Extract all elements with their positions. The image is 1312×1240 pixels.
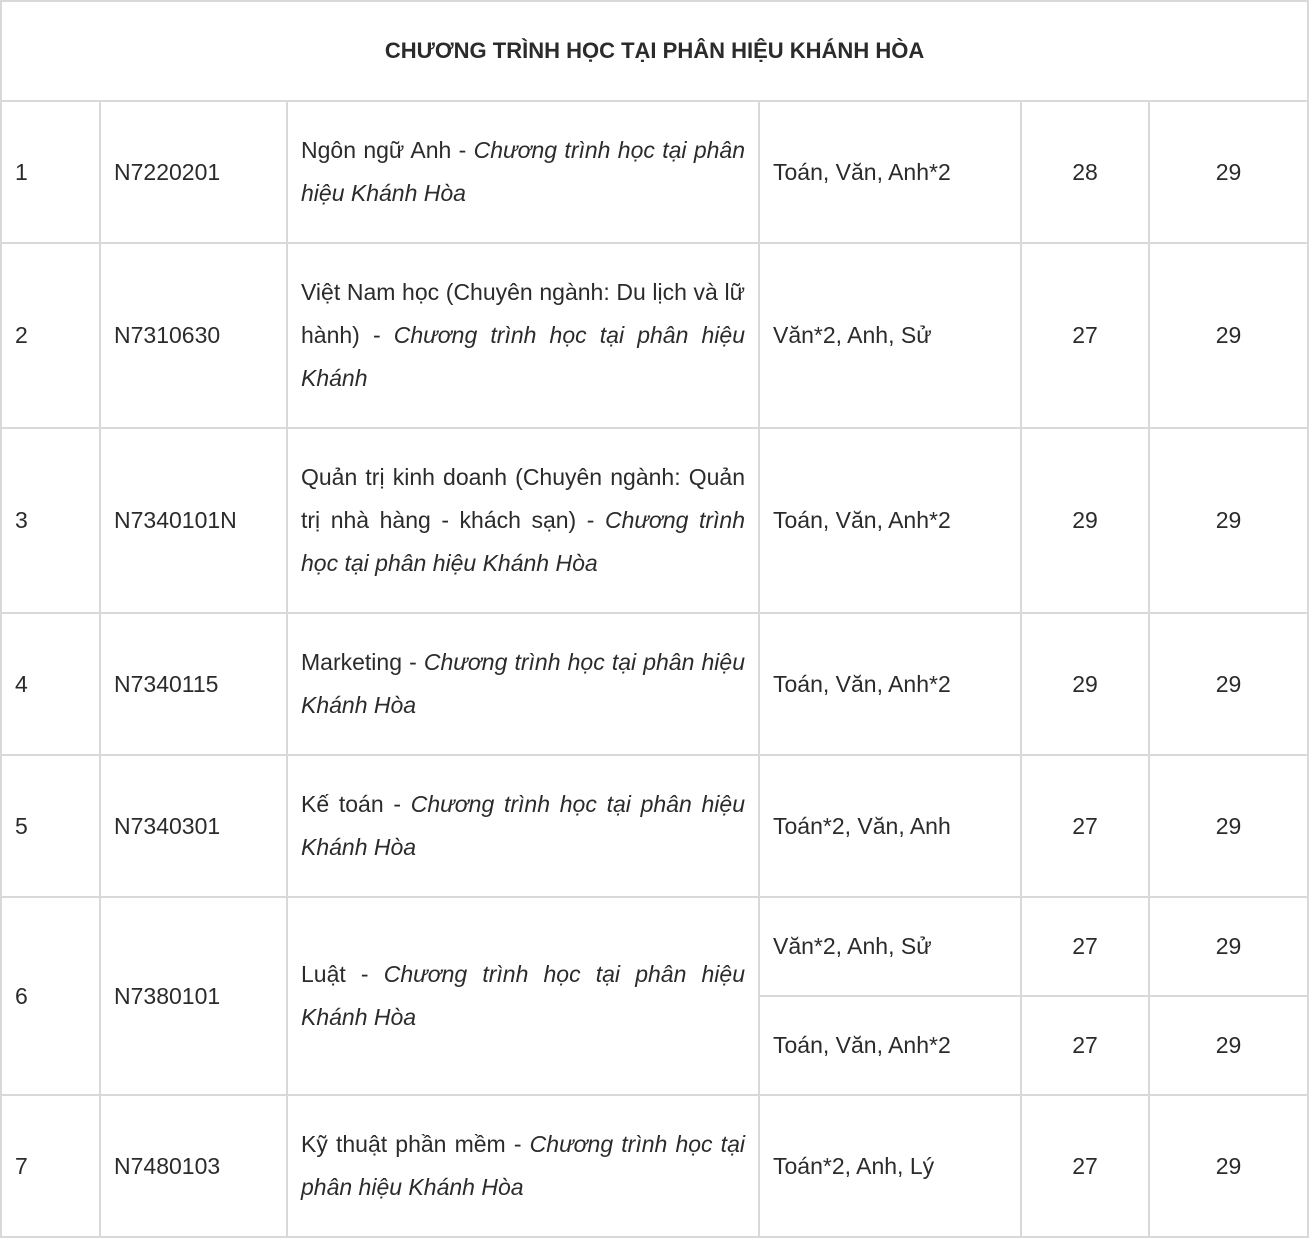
subject-combination: Toán*2, Anh, Lý xyxy=(759,1095,1021,1237)
program-name xyxy=(287,101,759,243)
program-name-main: Marketing - xyxy=(301,649,424,675)
program-name-campus-note: Chương trình học tại phân hiệu Khánh Hòa xyxy=(301,649,745,718)
program-name-campus-note: Chương trình học tại phân hiệu Khánh xyxy=(301,322,746,391)
program-code: N7380101 xyxy=(100,897,287,1095)
program-name-main: Ngôn ngữ Anh - xyxy=(301,137,474,163)
score-column-1: 29 xyxy=(1021,613,1149,755)
score-column-2: 29 xyxy=(1149,996,1308,1095)
program-name-main: Quản trị kinh doanh (Chuyên ngành: Quản trị nhà hàng - khách sạn) - xyxy=(301,464,745,533)
program-name xyxy=(287,897,759,1095)
program-name-campus-note: Chương trình học tại phân hiệu Khánh Hòa xyxy=(301,507,745,576)
score-column-1: 27 xyxy=(1021,897,1149,996)
table-row xyxy=(1,101,1308,243)
subject-combination: Toán, Văn, Anh*2 xyxy=(759,101,1021,243)
score-column-1: 27 xyxy=(1021,996,1149,1095)
program-name-main: Kế toán - xyxy=(301,791,411,817)
program-name-main: Việt Nam học (Chuyên ngành: Du lịch và lữ hành) - xyxy=(301,279,745,348)
table-row xyxy=(1,613,1308,755)
score-column-2: 29 xyxy=(1149,428,1308,613)
score-column-2: 29 xyxy=(1149,755,1308,897)
program-code: N7340101N xyxy=(100,428,287,613)
score-column-1: 27 xyxy=(1021,243,1149,428)
row-number: 1 xyxy=(1,101,100,243)
score-column-2: 29 xyxy=(1149,101,1308,243)
score-column-2: 29 xyxy=(1149,243,1308,428)
table-row xyxy=(1,1095,1308,1237)
row-number: 5 xyxy=(1,755,100,897)
score-column-2: 29 xyxy=(1149,897,1308,996)
subject-combination: Toán*2, Văn, Anh xyxy=(759,755,1021,897)
score-column-1: 29 xyxy=(1021,428,1149,613)
program-code: N7310630 xyxy=(100,243,287,428)
subject-combination: Toán, Văn, Anh*2 xyxy=(759,428,1021,613)
subject-combination: Văn*2, Anh, Sử xyxy=(759,243,1021,428)
program-name-campus-note: Chương trình học tại phân hiệu Khánh Hòa xyxy=(301,137,745,206)
score-column-1: 28 xyxy=(1021,101,1149,243)
program-name-campus-note: Chương trình học tại phân hiệu Khánh Hòa xyxy=(301,961,745,1030)
row-number: 2 xyxy=(1,243,100,428)
program-code: N7220201 xyxy=(100,101,287,243)
subject-combination: Văn*2, Anh, Sử xyxy=(759,897,1021,996)
score-column-2: 29 xyxy=(1149,613,1308,755)
row-number: 7 xyxy=(1,1095,100,1237)
program-name-main: Kỹ thuật phần mềm - xyxy=(301,1131,530,1157)
score-column-1: 27 xyxy=(1021,755,1149,897)
table-row xyxy=(1,243,1308,428)
table-title: CHƯƠNG TRÌNH HỌC TẠI PHÂN HIỆU KHÁNH HÒA xyxy=(1,1,1308,101)
program-name-campus-note: Chương trình học tại phân hiệu Khánh Hòa xyxy=(301,1131,745,1200)
program-name xyxy=(287,1095,759,1237)
program-code: N7340115 xyxy=(100,613,287,755)
table-row xyxy=(1,428,1308,613)
program-name-main: Luật - xyxy=(301,961,384,987)
program-name xyxy=(287,428,759,613)
program-name-campus-note: Chương trình học tại phân hiệu Khánh Hòa xyxy=(301,791,745,860)
program-code: N7340301 xyxy=(100,755,287,897)
row-number: 6 xyxy=(1,897,100,1095)
row-number: 3 xyxy=(1,428,100,613)
score-column-1: 27 xyxy=(1021,1095,1149,1237)
table-row xyxy=(1,897,1308,996)
program-name xyxy=(287,755,759,897)
score-column-2: 29 xyxy=(1149,1095,1308,1237)
table-row xyxy=(1,755,1308,897)
subject-combination: Toán, Văn, Anh*2 xyxy=(759,613,1021,755)
program-name xyxy=(287,243,759,428)
title-row xyxy=(1,1,1308,101)
row-number: 4 xyxy=(1,613,100,755)
subject-combination: Toán, Văn, Anh*2 xyxy=(759,996,1021,1095)
program-name xyxy=(287,613,759,755)
program-code: N7480103 xyxy=(100,1095,287,1237)
